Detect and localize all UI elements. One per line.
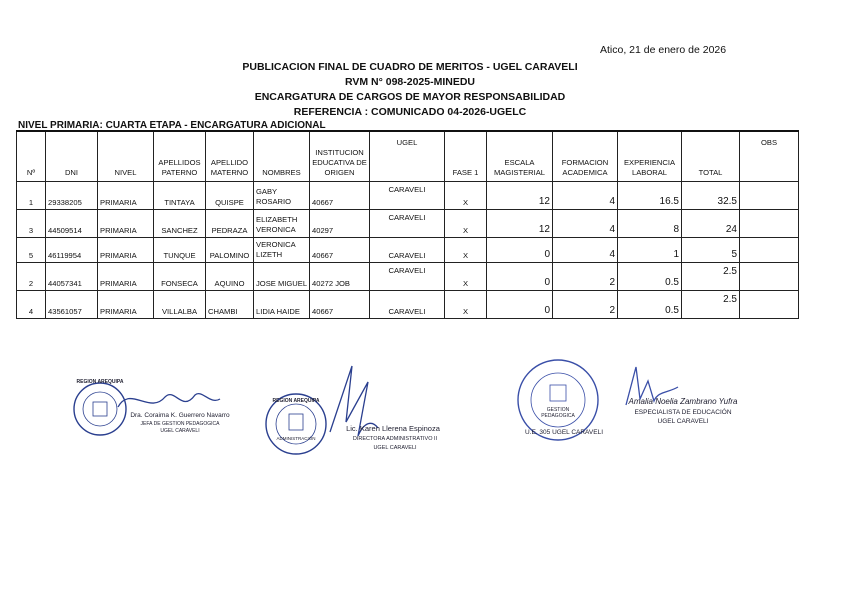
cell-paterno: FONSECA [154,263,206,291]
col-header-num: Nº [17,131,46,182]
col-header-experiencia: EXPERIENCIA LABORAL [618,131,682,182]
signer-name-2: Lic. Karen Llerena Espinoza [346,424,440,433]
col-header-nivel: NIVEL [98,131,154,182]
main-title: PUBLICACION FINAL DE CUADRO DE MERITOS - UGEL CARAVELI [242,61,578,73]
cell-nivel: PRIMARIA [98,291,154,319]
cell-materno: QUISPE [206,182,254,210]
cell-nombres [254,210,310,238]
rvm-line: RVM N° 098-2025-MINEDU [344,76,476,88]
cell-total: 2.5 [682,263,740,291]
cell-escala: 0 [487,291,553,319]
section-title: NIVEL PRIMARIA: CUARTA ETAPA - ENCARGATURA ADICIONAL [18,120,326,131]
col-header-escala: ESCALA MAGISTERIAL [487,131,553,182]
cell-ie: 40667 [310,238,370,263]
cell-materno: PEDRAZA [206,210,254,238]
col-header-total: TOTAL [682,131,740,182]
cell-experiencia: 0.5 [618,263,682,291]
cell-formacion: 4 [553,182,618,210]
signer-org-3: UGEL CARAVELI [657,418,709,425]
signer-role-2: DIRECTORA ADMINISTRATIVO II [352,436,438,442]
cell-fase: X [445,263,487,291]
seal-text-1: REGION AREQUIPA [76,379,124,385]
document-titles [200,60,620,120]
signature-block-2 [260,362,460,462]
cell-nivel: PRIMARIA [98,210,154,238]
referencia-line: REFERENCIA : COMUNICADO 04-2026-UGELC [293,106,527,118]
cell-formacion: 2 [553,291,618,319]
col-header-formacion: FORMACION ACADEMICA [553,131,618,182]
table-row [17,263,799,291]
signature-block-1 [70,375,240,450]
cell-total: 24 [682,210,740,238]
cell-obs [740,182,799,210]
table-row [17,182,799,210]
cell-nombres-line1: VERONICA [256,240,296,249]
cell-obs [740,210,799,238]
cell-ugel: CARAVELI [370,210,445,238]
cell-nombres [254,263,310,291]
cell-num: 1 [17,182,46,210]
cell-nombres-line2: VERONICA [256,225,296,234]
cell-materno: CHAMBI [206,291,254,319]
signer-name-3: Amalia Noelia Zambrano Yufra [628,397,738,406]
col-header-dni: DNI [46,131,98,182]
cell-fase: X [445,291,487,319]
seal-text-2b: ADMINISTRACIÓN [276,436,316,441]
cell-obs [740,263,799,291]
cell-nombres-line1: ELIZABETH [256,215,298,224]
cell-num: 3 [17,210,46,238]
merit-table [16,130,799,319]
cell-experiencia: 8 [618,210,682,238]
cell-formacion: 2 [553,263,618,291]
cell-total: 5 [682,238,740,263]
cell-escala: 12 [487,182,553,210]
signer-org-1: UGEL CARAVELI [160,428,200,434]
cell-nombres-line2: JOSE MIGUEL [256,279,308,288]
cell-dni: 43561057 [46,291,98,319]
encargatura-line: ENCARGATURA DE CARGOS DE MAYOR RESPONSABILIDAD [254,91,566,103]
cell-ie: 40667 [310,291,370,319]
cell-ugel: CARAVELI [370,182,445,210]
signer-name-1: Dra. Coraima K. Guerrero Navarro [130,412,230,419]
cell-experiencia: 16.5 [618,182,682,210]
signer-org-2: UGEL CARAVELI [373,445,417,451]
cell-paterno: TUNQUE [154,238,206,263]
cell-dni: 29338205 [46,182,98,210]
cell-num: 5 [17,238,46,263]
cell-fase: X [445,210,487,238]
col-header-nombres: NOMBRES [254,131,310,182]
cell-paterno: SANCHEZ [154,210,206,238]
cell-obs [740,238,799,263]
table-row [17,291,799,319]
cell-ie: 40297 [310,210,370,238]
col-header-ugel: UGEL [370,131,445,182]
signer-role-1: JEFA DE GESTION PEDAGOGICA [140,421,220,427]
cell-fase: X [445,182,487,210]
cell-materno: AQUINO [206,263,254,291]
col-header-paterno: APELLIDOS PATERNO [154,131,206,182]
cell-ie: 40667 [310,182,370,210]
table-row [17,238,799,263]
cell-ugel: CARAVELI [370,238,445,263]
cell-paterno: TINTAYA [154,182,206,210]
cell-experiencia: 0.5 [618,291,682,319]
cell-escala: 0 [487,263,553,291]
cell-total: 32.5 [682,182,740,210]
col-header-obs: OBS [740,131,799,182]
signature-block-3 [508,355,748,445]
cell-experiencia: 1 [618,238,682,263]
cell-nombres-line2: LIDIA HAIDE [256,307,300,316]
document-date: Atico, 21 de enero de 2026 [600,44,727,56]
seal-text-3b: U.E. 305 UGEL CARAVELI [524,429,604,436]
seal-text-2: REGION AREQUIPA [272,398,320,404]
cell-fase: X [445,238,487,263]
table-row [17,210,799,238]
cell-obs [740,291,799,319]
cell-nombres-line1: GABY [256,187,278,196]
col-header-ie: INSTITUCION EDUCATIVA DE ORIGEN [310,131,370,182]
cell-ugel: CARAVELI [370,291,445,319]
cell-nivel: PRIMARIA [98,238,154,263]
cell-nombres-line2: LIZETH [256,250,283,259]
seal-text-3: GESTION PEDAGOGICA [541,407,575,419]
cell-formacion: 4 [553,210,618,238]
cell-num: 2 [17,263,46,291]
cell-materno: PALOMINO [206,238,254,263]
cell-nombres [254,182,310,210]
cell-ie: 40272 JOB [310,263,370,291]
signer-role-3: ESPECIALISTA DE EDUCACIÓN [634,409,732,416]
cell-paterno: VILLALBA [154,291,206,319]
col-header-fase: FASE 1 [445,131,487,182]
cell-num: 4 [17,291,46,319]
cell-nombres-line2: ROSARIO [256,197,292,206]
cell-nombres [254,291,310,319]
cell-nombres [254,238,310,263]
cell-dni: 46119954 [46,238,98,263]
cell-nivel: PRIMARIA [98,263,154,291]
cell-ugel: CARAVELI [370,263,445,291]
cell-formacion: 4 [553,238,618,263]
table-header-row [17,131,799,182]
col-header-materno: APELLIDO MATERNO [206,131,254,182]
cell-dni: 44057341 [46,263,98,291]
cell-escala: 0 [487,238,553,263]
cell-nivel: PRIMARIA [98,182,154,210]
cell-escala: 12 [487,210,553,238]
cell-dni: 44509514 [46,210,98,238]
cell-total: 2.5 [682,291,740,319]
